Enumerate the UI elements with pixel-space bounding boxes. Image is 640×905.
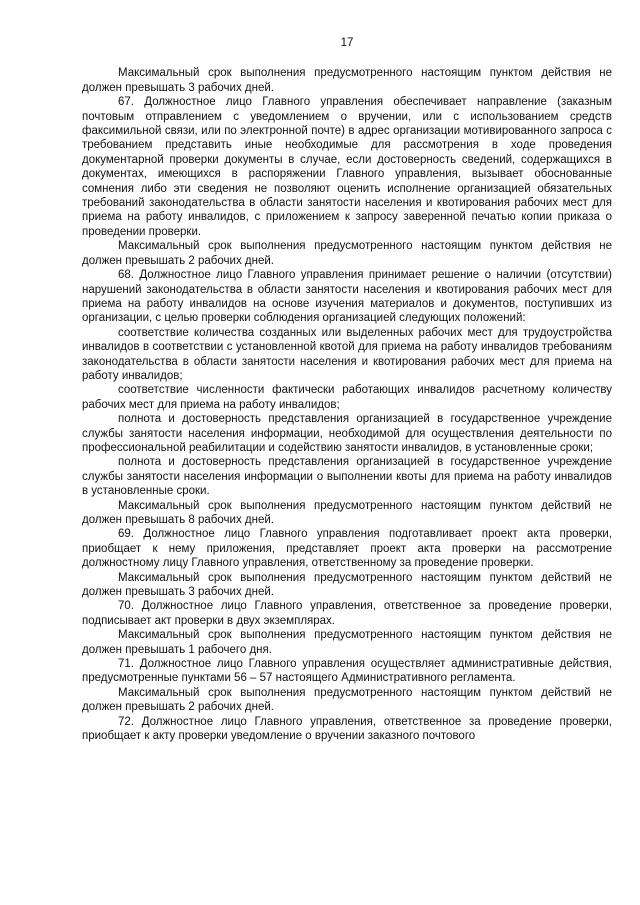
paragraph-criterion-quota-report: полнота и достоверность представления организацией в государственное учреждение службы занятости населения информации о выполнении квоты для приема на работу инвалидов в установленные сроки. [82, 456, 612, 498]
paragraph-max-term-3-days-b: Максимальный срок выполнения предусмотренного настоящим пунктом действий не должен превышать 3 рабочих дней. [82, 571, 612, 599]
paragraph-max-term-2-days-b: Максимальный срок выполнения предусмотренного настоящим пунктом действий не должен превышать 2 рабочих дней. [82, 686, 612, 714]
paragraph-max-term-1-day: Максимальный срок выполнения предусмотренного настоящим пунктом действия не должен превышать 1 рабочего дня. [82, 629, 612, 656]
paragraph-item-69: 69. Должностное лицо Главного управления подготавливает проект акта проверки, приобщает к нему приложения, представляет проект акта проверки на рассмотрение должностному лицу Главного управления, ответственному за проведение проверки. [82, 528, 612, 570]
paragraph-criterion-workplaces: соответствие количества созданных или выделенных рабочих мест для трудоустройства инвалидов в соответствии с установленной квотой для приема на работу инвалидов требованиям законодательства в области занятости населения и квотирования рабочих мест для приема на работу инвалидов; [82, 326, 612, 382]
paragraph-item-67: 67. Должностное лицо Главного управления обеспечивает направление (заказным почтовым отправлением с уведомлением о вручении, или с использованием средств факсимильной связи, или по электронной почте) в адрес организации мотивированного запроса с требованием представить иные необходимые для рассмотрения в ходе проведения документарной проверки документы в случае, если достоверность сведений, содержащихся в документах, имеющихся в распоряжении Главного управления, вызывает обоснованные сомнения либо эти сведения не позволяют оценить исполнение организацией обязательных требований законодательства в области занятости населения и квотирования рабочих мест для приема на работу инвалидов, с приложением к запросу заверенной печатью копии приказа о проведении проверки. [82, 96, 612, 238]
paragraph-item-70: 70. Должностное лицо Главного управления, ответственное за проведение проверки, подписывает акт проверки в двух экземплярах. [82, 600, 612, 627]
paragraph-criterion-headcount: соответствие численности фактически работающих инвалидов расчетному количеству рабочих мест для приема на работу инвалидов; [82, 384, 612, 411]
paragraph-max-term-2-days: Максимальный срок выполнения предусмотренного настоящим пунктом действия не должен превышать 2 рабочих дней. [82, 240, 612, 267]
paragraph-item-71: 71. Должностное лицо Главного управления осуществляет административные действия, предусмотренные пунктами 56 – 57 настоящего Административного регламента. [82, 658, 612, 685]
paragraph-max-term-3-days: Максимальный срок выполнения предусмотренного настоящим пунктом действия не должен превышать 3 рабочих дней. [82, 67, 612, 94]
paragraph-max-term-8-days: Максимальный срок выполнения предусмотренного настоящим пунктом действий не должен превышать 8 рабочих дней. [82, 499, 612, 526]
paragraph-criterion-information: полнота и достоверность представления организацией в государственное учреждение службы занятости населения информации, необходимой для осуществления деятельности по профессиональной реабилитации и содействию занятости инвалидов, в установленные сроки; [82, 413, 612, 454]
document-page [82, 36, 612, 744]
page-number: 17 [340, 37, 354, 49]
paragraph-item-68: 68. Должностное лицо Главного управления принимает решение о наличии (отсутствии) нарушений законодательства в области занятости населения и квотирования рабочих мест для приема на работу инвалидов на основе изучения материалов и документов, поступивших из организации, с целью проверки соблюдения организацией следующих положений: [82, 269, 612, 325]
paragraph-item-72: 72. Должностное лицо Главного управления, ответственное за проведение проверки, приобщает к акту проверки уведомление о вручении заказного почтового [82, 715, 612, 743]
